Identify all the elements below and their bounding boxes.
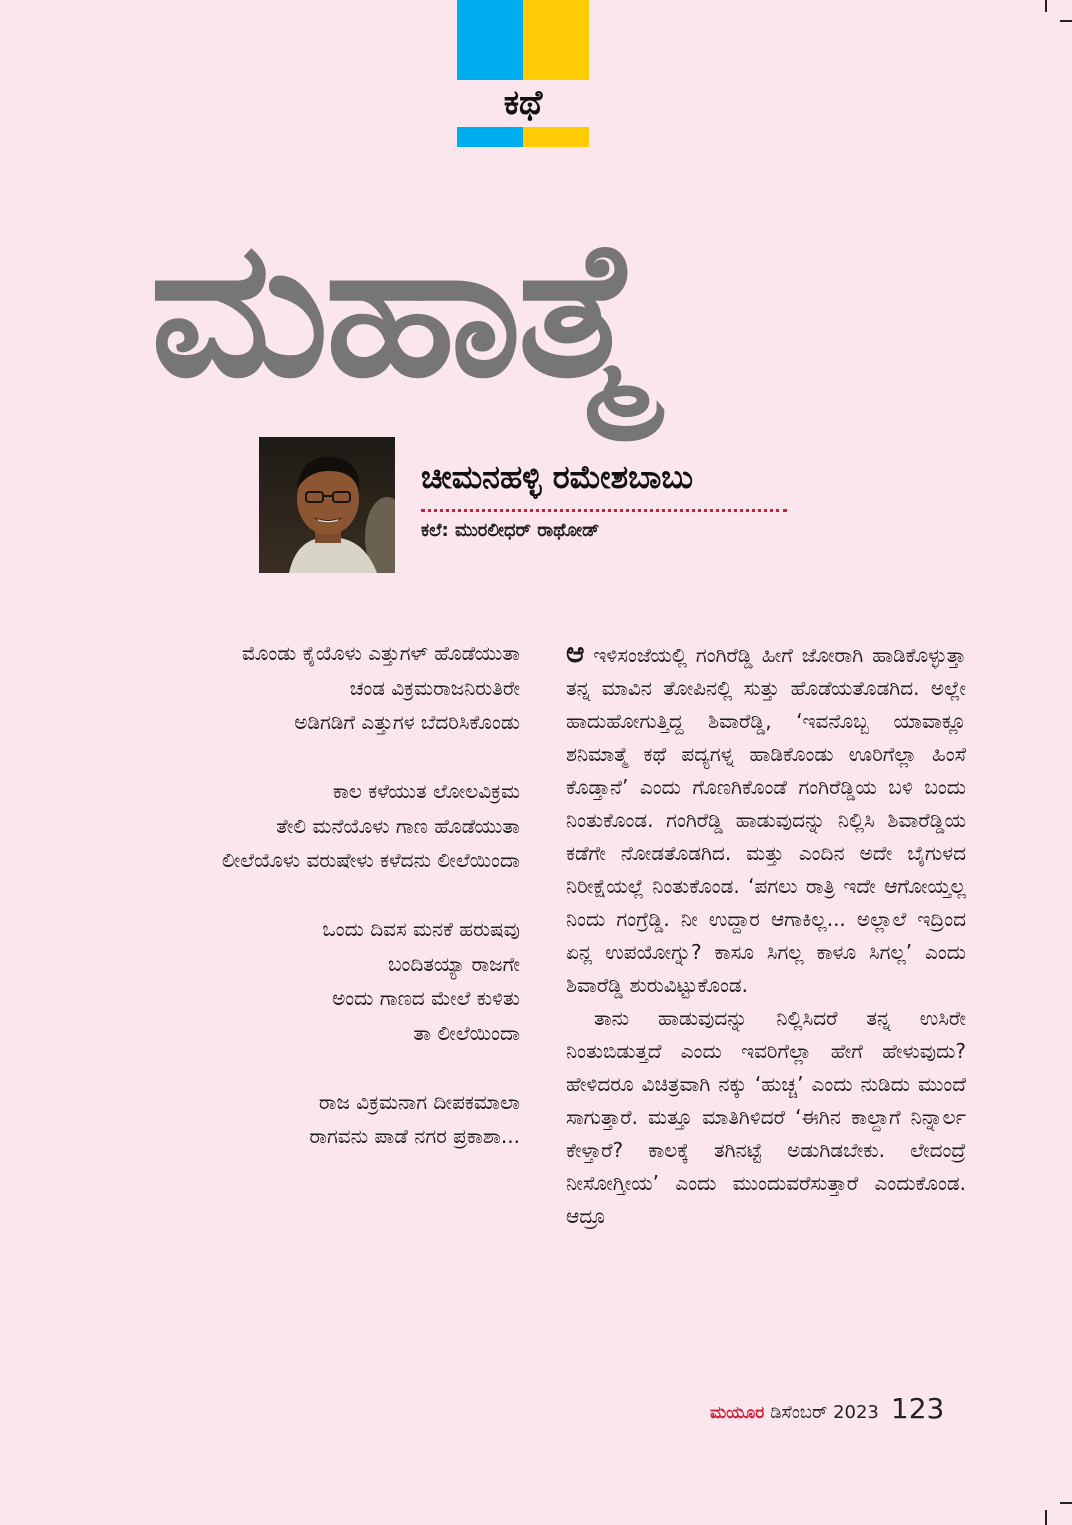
issue-date: ಡಿಸೆಂಬರ್ 2023 xyxy=(770,1402,879,1423)
crop-mark xyxy=(1060,1502,1072,1504)
poem-line: ಕಾಲ ಕಳೆಯುತ ಲೋಲವಿಕ್ರಮ xyxy=(332,779,520,803)
author-name: ಚೀಮನಹಳ್ಳಿ ರಮೇಶಬಾಬು xyxy=(421,458,694,496)
page-footer xyxy=(710,1392,970,1425)
crop-mark xyxy=(1060,20,1072,22)
story-body xyxy=(566,636,966,1233)
magazine-name: ಮಯೂರ xyxy=(710,1403,765,1423)
logo-blue-block xyxy=(457,0,523,80)
author-photo xyxy=(259,437,395,573)
paragraph: ತಾನು ಹಾಡುವುದನ್ನು ನಿಲ್ಲಿಸಿದರೆ ತನ್ನ ಉಸಿರೇ ನಿಂತುಬಿಡುತ್ತದೆ ಎಂದು ಇವರಿಗೆಲ್ಲಾ ಹೇಗೆ ಹೇಳುವುದು? ಹೇಳಿದರೂ ವಿಚಿತ್ರವಾಗಿ ನಕ್ಕು ‘ಹುಚ್ಚ’ ಎಂದು ನುಡಿದು ಮುಂದೆ ಸಾಗುತ್ತಾರೆ. ಮತ್ತೂ ಮಾತಿಗಿಳಿದರೆ ‘ಈಗಿನ ಕಾಲ್ದಾಗೆ ನಿನ್ನಾರ್ಲ ಕೇಳ್ತಾರೆ? ಕಾಲಕ್ಕೆ ತಗಿನಟ್ಟೆ ಅಡುಗಿಡಬೇಕು. ಲೇದಂದ್ರೆ ನೀಸೋಗ್ತೀಯ’ ಎಂದು ಮುಂದುವರೆಸುತ್ತಾರೆ ಎಂದುಕೊಂಡ. ಆದ್ರೂ xyxy=(566,1006,966,1228)
section-label: ಕಥೆ xyxy=(503,83,543,123)
logo-yellow-bar xyxy=(523,127,589,147)
poem-line: ಮೊಂಡು ಕೈಯೊಳು ಎತ್ತುಗಳ್ ಹೊಡೆಯುತಾ xyxy=(241,641,520,665)
poem-column xyxy=(60,636,520,1188)
illustrator-credit: ಕಲೆ: ಮುರಲೀಧರ್ ರಾಥೋಡ್ xyxy=(421,520,600,541)
poem-line: ಲೀಲೆಯೊಳು ವರುಷೇಳು ಕಳೆದನು ಲೀಲೆಯಿಂದಾ xyxy=(221,848,520,872)
paragraph xyxy=(566,636,966,1002)
drop-cap: ಆ xyxy=(566,636,585,669)
dotted-divider xyxy=(421,509,787,512)
author-portrait-icon xyxy=(259,437,395,573)
logo-blue-bar xyxy=(457,127,523,147)
poem-line: ರಾಜ ವಿಕ್ರಮನಾಗ ದೀಪಕಮಾಲಾ xyxy=(318,1089,520,1114)
poem-stanza xyxy=(60,636,520,740)
poem-line: ಅಂದು ಗಾಣದ ಮೇಲೆ ಕುಳಿತು xyxy=(332,986,520,1010)
poem-line: ಚಂಡ ವಿಕ್ರಮರಾಜನಿರುತಿರೇ xyxy=(349,675,520,700)
poem-line: ತಾ ಲೀಲೆಯಿಂದಾ xyxy=(413,1020,520,1045)
poem-line: ಒಂದು ದಿವಸ ಮನಕೆ ಹರುಷವು xyxy=(322,917,520,941)
paragraph-text: ಇಳಿಸಂಜೆಯಲ್ಲಿ ಗಂಗಿರೆಡ್ಡಿ ಹೀಗೆ ಜೋರಾಗಿ ಹಾಡಿಕೊಳ್ಳುತ್ತಾ ತನ್ನ ಮಾವಿನ ತೋಪಿನಲ್ಲಿ ಸುತ್ತು ಹೊಡೆಯತೊಡಗಿದ. ಅಲ್ಲೇ ಹಾದುಹೋಗುತ್ತಿದ್ದ ಶಿವಾರೆಡ್ಡಿ, ‘ಇವನೊಬ್ಬ ಯಾವಾಕ್ಲೂ ಶನಿಮಾತ್ಮೆ ಕಥೆ ಪದ್ಯಗಳ್ನ ಹಾಡಿಕೊಂಡು ಊರಿಗೆಲ್ಲಾ ಹಿಂಸೆ ಕೊಡ್ತಾನೆ’ ಎಂದು ಗೊಣಗಿಕೊಂಡೆ ಗಂಗಿರೆಡ್ಡಿಯ ಬಳಿ ಬಂದು ನಿಂತುಕೊಂಡ. ಗಂಗಿರೆಡ್ಡಿ ಹಾಡುವುದನ್ನು ನಿಲ್ಲಿಸಿ ಶಿವಾರೆಡ್ಡಿಯ ಕಡೆಗೇ ನೋಡತೊಡಗಿದ. ಮತ್ತು ಎಂದಿನ ಅದೇ ಬೈಗುಳದ ನಿರೀಕ್ಷೆಯಲ್ಲೆ ನಿಂತುಕೊಂಡ. ‘ಪಗಲು ರಾತ್ರಿ ಇದೇ ಆಗೋಯ್ತಲ್ಲ ನಿಂದು ಗಂಗ್ರೆಡ್ಡಿ. ನೀ ಉದ್ದಾರ ಆಗಾಕಿಲ್ಲ... ಅಲ್ಲಾಲೆ ಇದ್ರಿಂದ ಏನ್ಲ ಉಪಯೋಗ್ನು? ಕಾಸೂ ಸಿಗಲ್ಲ ಕಾಳೂ ಸಿಗಲ್ಲ’ ಎಂದು ಶಿವಾರೆಡ್ಡಿ ಶುರುವಿಟ್ಟುಕೊಂಡ. xyxy=(566,643,966,997)
poem-stanza xyxy=(60,1085,520,1154)
poem-line: ತೇಲಿ ಮನೆಯೊಳು ಗಾಣ ಹೊಡೆಯುತಾ xyxy=(276,813,520,838)
poem-stanza xyxy=(60,912,520,1050)
poem-line: ಬಂದಿತಯ್ಯಾ ರಾಜಗೇ xyxy=(388,951,520,976)
poem-line: ಅಡಿಗಡಿಗೆ ಎತ್ತುಗಳ ಬೆದರಿಸಿಕೊಂಡು xyxy=(294,710,520,734)
logo-yellow-block xyxy=(523,0,589,80)
crop-mark xyxy=(1045,0,1047,12)
poem-stanza xyxy=(60,774,520,878)
crop-mark xyxy=(1045,1510,1047,1525)
poem-line: ರಾಗವನು ಪಾಡೆ ನಗರ ಪ್ರಕಾಶಾ... xyxy=(309,1124,520,1148)
page-number: 123 xyxy=(890,1392,945,1425)
story-title: ಮಹಾತ್ಮೆ xyxy=(150,200,647,419)
